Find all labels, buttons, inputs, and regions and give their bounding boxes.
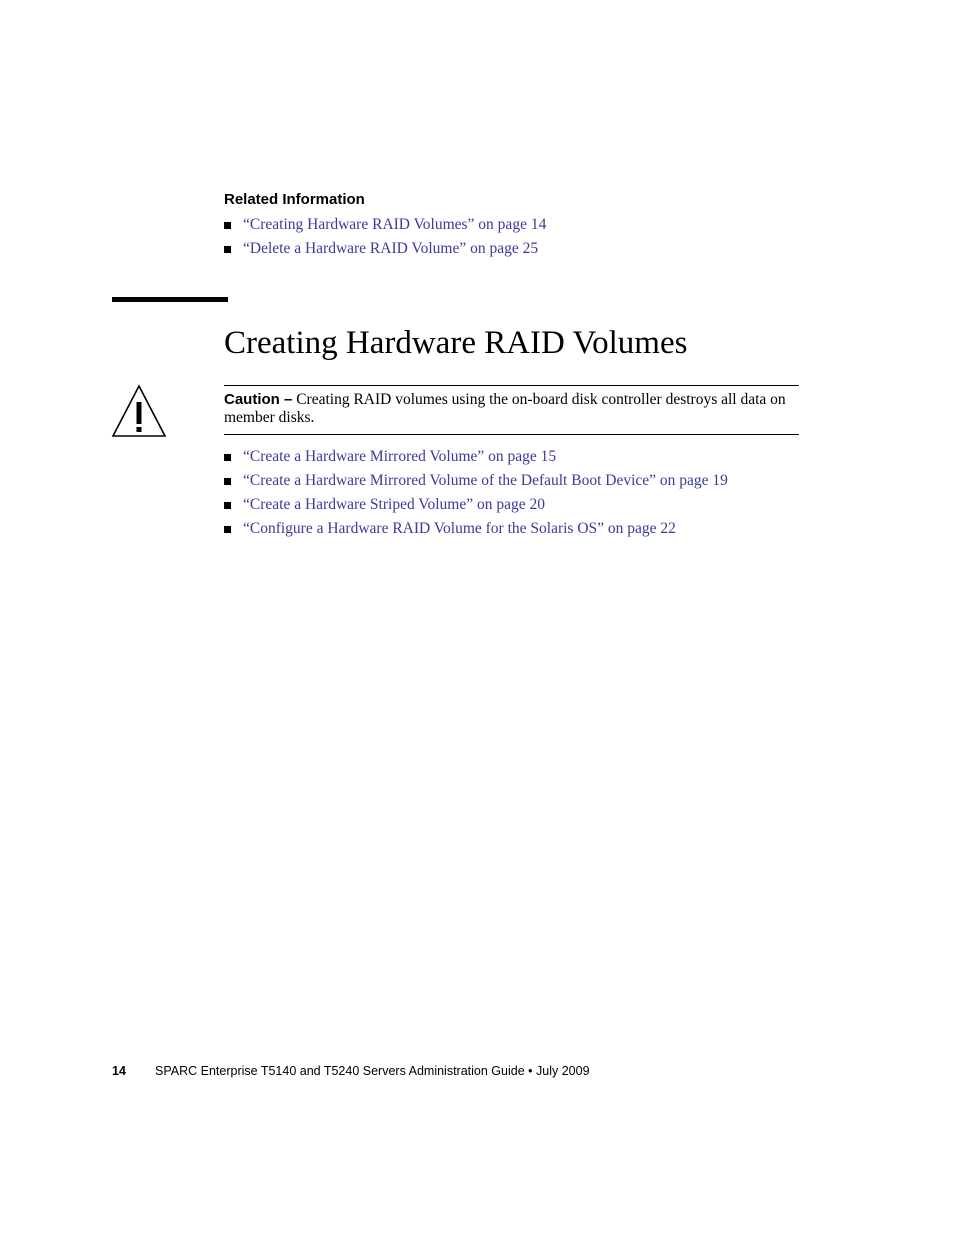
square-bullet-icon [224, 478, 231, 485]
page-number: 14 [112, 1064, 126, 1078]
square-bullet-icon [224, 502, 231, 509]
link-configure-raid-volume-solaris[interactable]: “Configure a Hardware RAID Volume for the Solaris OS” on page 22 [243, 520, 676, 537]
caution-triangle-icon [111, 383, 167, 439]
link-creating-hardware-raid-volumes[interactable]: “Creating Hardware RAID Volumes” on page 14 [243, 216, 547, 233]
link-create-mirrored-volume[interactable]: “Create a Hardware Mirrored Volume” on page 15 [243, 448, 557, 465]
caution-label: Caution – [224, 391, 293, 408]
section-rule-bar [112, 297, 228, 302]
list-item [224, 520, 728, 544]
page-footer [112, 1063, 590, 1079]
square-bullet-icon [224, 246, 231, 253]
list-item [224, 240, 546, 264]
section-title: Creating Hardware RAID Volumes [224, 325, 688, 361]
document-date: July 2009 [536, 1064, 590, 1078]
square-bullet-icon [224, 526, 231, 533]
caution-text: Creating RAID volumes using the on-board disk controller destroys all data on member disks. [224, 391, 786, 426]
caution-note [224, 385, 799, 435]
link-create-mirrored-volume-boot-device[interactable]: “Create a Hardware Mirrored Volume of the Default Boot Device” on page 19 [243, 472, 728, 489]
list-item [224, 472, 728, 496]
footer-separator: • [528, 1064, 533, 1078]
link-create-striped-volume[interactable]: “Create a Hardware Striped Volume” on page 20 [243, 496, 546, 513]
link-delete-hardware-raid-volume[interactable]: “Delete a Hardware RAID Volume” on page 25 [243, 240, 539, 257]
related-information-heading: Related Information [224, 191, 365, 208]
list-item [224, 448, 728, 472]
list-item [224, 216, 546, 240]
list-item [224, 496, 728, 520]
square-bullet-icon [224, 222, 231, 229]
related-links-list [224, 216, 546, 264]
section-links-list [224, 448, 728, 544]
square-bullet-icon [224, 454, 231, 461]
document-title: SPARC Enterprise T5140 and T5240 Servers Administration Guide [155, 1064, 525, 1078]
